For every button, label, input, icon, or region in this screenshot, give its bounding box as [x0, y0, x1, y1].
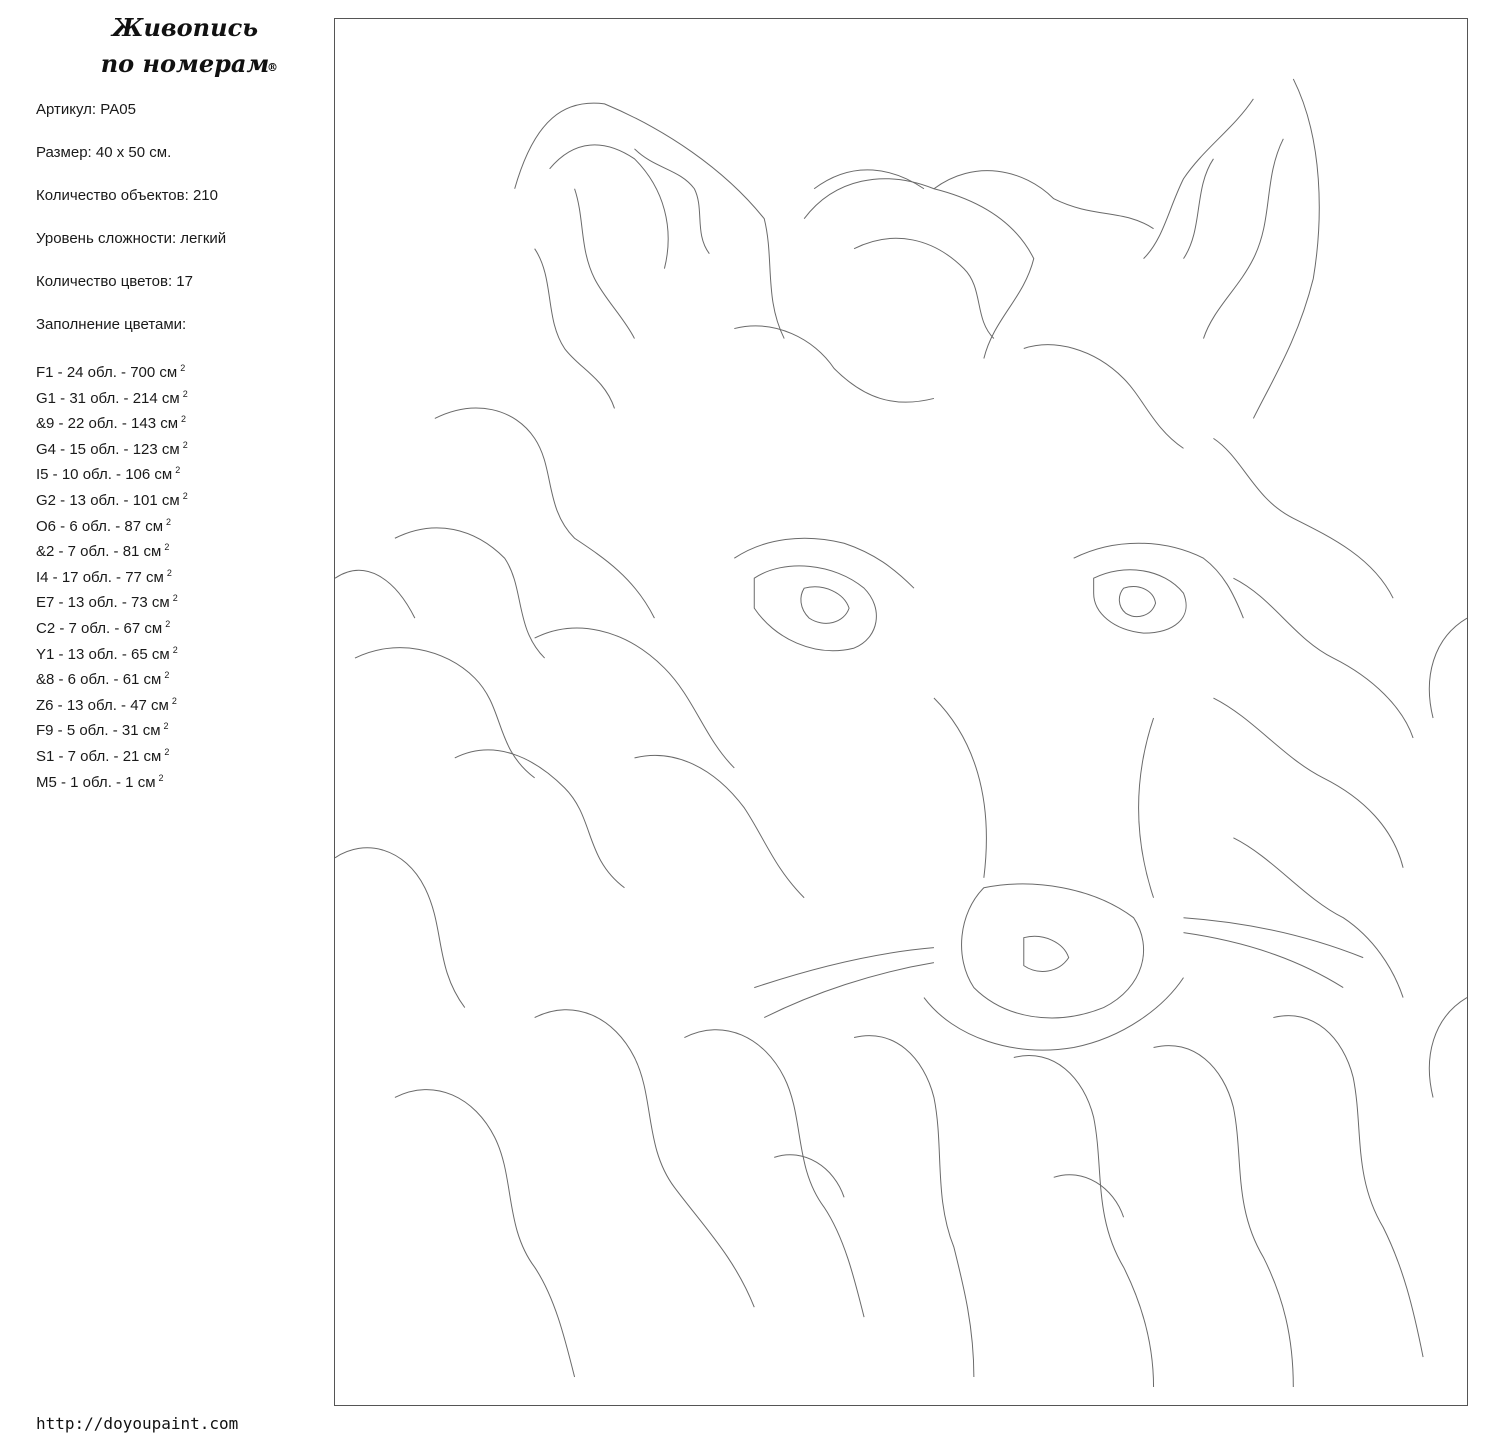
paint-canvas: [334, 18, 1468, 1406]
fill-title: Заполнение цветами:: [36, 316, 187, 333]
colors-count: Количество цветов: 17: [36, 273, 193, 290]
left-ear: [515, 103, 785, 408]
list-item: C2 - 7 обл. - 67 см $^2$: [36, 618, 171, 637]
objects-count: Количество объектов: 210: [36, 187, 218, 204]
brand-logo: [70, 10, 300, 82]
right-eye: [1074, 543, 1244, 633]
left-eye: [734, 538, 914, 650]
list-item: &9 - 22 обл. - 143 см $^2$: [36, 414, 187, 433]
nose-muzzle: [924, 698, 1184, 1050]
list-item: G2 - 13 обл. - 101 см $^2$: [36, 490, 188, 509]
canvas-size: Размер: 40 х 50 см.: [36, 144, 172, 161]
product-info: [36, 100, 226, 358]
list-item: Z6 - 13 обл. - 47 см $^2$: [36, 695, 177, 714]
cheek-fur-right: [1213, 438, 1413, 997]
article-number: Артикул: РА05: [36, 101, 136, 118]
list-item: E7 - 13 обл. - 73 см $^2$: [36, 593, 178, 612]
brand-line1: Живопись: [111, 13, 259, 42]
website-url: http://doyoupaint.com: [36, 1414, 239, 1433]
list-item: I5 - 10 обл. - 106 см $^2$: [36, 465, 181, 484]
side-fur: [335, 570, 1467, 1097]
list-item: S1 - 7 обл. - 21 см $^2$: [36, 746, 170, 765]
cheek-fur-left: [355, 408, 804, 898]
right-ear: [1144, 79, 1320, 419]
list-item: I4 - 17 обл. - 77 см $^2$: [36, 567, 172, 586]
forehead-fur: [734, 170, 1183, 449]
list-item: Y1 - 13 обл. - 65 см $^2$: [36, 644, 178, 663]
list-item: O6 - 6 обл. - 87 см $^2$: [36, 516, 172, 535]
color-fill-list: [36, 358, 188, 793]
list-item: F9 - 5 обл. - 31 см $^2$: [36, 721, 169, 740]
list-item: &2 - 7 обл. - 81 см $^2$: [36, 542, 170, 561]
brand-line2: по номерам: [100, 49, 270, 78]
wolf-outline-drawing: [335, 19, 1467, 1405]
list-item: F1 - 24 обл. - 700 см $^2$: [36, 363, 186, 381]
list-item: G1 - 31 обл. - 214 см $^2$: [36, 388, 188, 407]
list-item: &8 - 6 обл. - 61 см $^2$: [36, 670, 170, 689]
list-item: M5 - 1 обл. - 1 см $^2$: [36, 772, 164, 791]
sidebar: [0, 0, 320, 1453]
registered-mark: ®: [267, 61, 278, 74]
list-item: G4 - 15 обл. - 123 см $^2$: [36, 439, 188, 458]
chest-fur: [395, 1010, 1423, 1387]
difficulty-level: Уровень сложности: легкий: [36, 230, 227, 247]
